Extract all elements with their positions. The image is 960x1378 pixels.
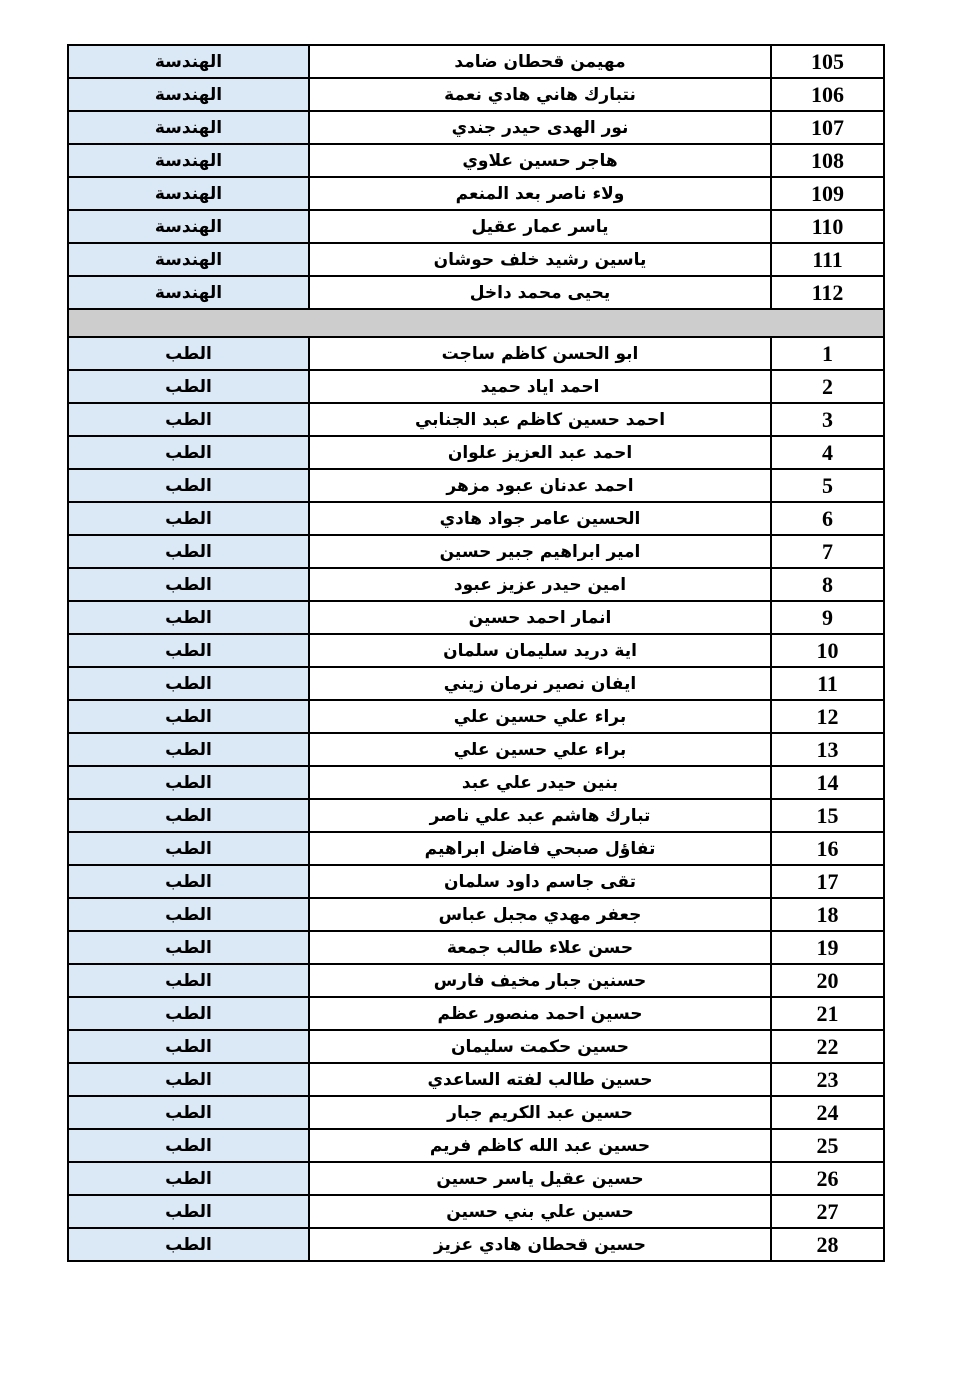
student-name-cell: حسين عقيل ياسر حسين (309, 1162, 771, 1195)
row-number-cell: 5 (771, 469, 884, 502)
table-row (68, 1129, 884, 1162)
department-cell: الطب (68, 1228, 309, 1261)
department-cell: الطب (68, 733, 309, 766)
table-row (68, 832, 884, 865)
row-number-cell: 28 (771, 1228, 884, 1261)
row-number-cell: 16 (771, 832, 884, 865)
section-separator-cell (68, 309, 884, 337)
department-cell: الطب (68, 964, 309, 997)
table-row (68, 403, 884, 436)
row-number-cell: 20 (771, 964, 884, 997)
table-row (68, 111, 884, 144)
student-name-cell: نور الهدى حيدر جندي (309, 111, 771, 144)
department-cell: الطب (68, 700, 309, 733)
row-number-cell: 1 (771, 337, 884, 370)
table-row (68, 243, 884, 276)
student-name-cell: حسين احمد منصور عظم (309, 997, 771, 1030)
table-row (68, 45, 884, 78)
row-number-cell: 110 (771, 210, 884, 243)
department-cell: الطب (68, 1096, 309, 1129)
department-cell: الطب (68, 568, 309, 601)
table-row (68, 898, 884, 931)
department-cell: الهندسة (68, 78, 309, 111)
department-cell: الطب (68, 931, 309, 964)
table-row (68, 964, 884, 997)
row-number-cell: 4 (771, 436, 884, 469)
student-name-cell: ياسين رشيد خلف حوشان (309, 243, 771, 276)
row-number-cell: 3 (771, 403, 884, 436)
table-row (68, 1195, 884, 1228)
department-cell: الطب (68, 403, 309, 436)
student-name-cell: اية دريد سليمان سلمان (309, 634, 771, 667)
student-name-cell: انمار احمد حسين (309, 601, 771, 634)
table-row (68, 766, 884, 799)
student-name-cell: تبارك هاشم عبد علي ناصر (309, 799, 771, 832)
row-number-cell: 17 (771, 865, 884, 898)
student-name-cell: ايفان نصير نرمان زيني (309, 667, 771, 700)
section-separator-row (68, 309, 884, 337)
department-cell: الطب (68, 799, 309, 832)
student-name-cell: يحيى محمد داخل (309, 276, 771, 309)
student-name-cell: براء علي حسين علي (309, 700, 771, 733)
department-cell: الطب (68, 337, 309, 370)
department-cell: الطب (68, 634, 309, 667)
student-name-cell: امين حيدر عزيز عبود (309, 568, 771, 601)
department-cell: الطب (68, 667, 309, 700)
student-roster-table (67, 44, 885, 1262)
row-number-cell: 109 (771, 177, 884, 210)
student-name-cell: احمد حسين كاظم عبد الجنابي (309, 403, 771, 436)
table-row (68, 568, 884, 601)
department-cell: الطب (68, 898, 309, 931)
department-cell: الطب (68, 865, 309, 898)
row-number-cell: 105 (771, 45, 884, 78)
department-cell: الهندسة (68, 210, 309, 243)
department-cell: الطب (68, 370, 309, 403)
student-name-cell: حسين عبد الكريم جبار (309, 1096, 771, 1129)
student-name-cell: تفاؤل صبحي فاضل ابراهيم (309, 832, 771, 865)
student-name-cell: حسنين جبار مخيف فارس (309, 964, 771, 997)
row-number-cell: 14 (771, 766, 884, 799)
department-cell: الطب (68, 1162, 309, 1195)
table-row (68, 337, 884, 370)
department-cell: الطب (68, 1129, 309, 1162)
department-cell: الطب (68, 766, 309, 799)
row-number-cell: 7 (771, 535, 884, 568)
table-row (68, 1030, 884, 1063)
student-name-cell: تقى جاسم داود سلمان (309, 865, 771, 898)
row-number-cell: 27 (771, 1195, 884, 1228)
table-row (68, 997, 884, 1030)
table-row (68, 78, 884, 111)
row-number-cell: 108 (771, 144, 884, 177)
department-cell: الطب (68, 469, 309, 502)
table-row (68, 469, 884, 502)
row-number-cell: 9 (771, 601, 884, 634)
row-number-cell: 11 (771, 667, 884, 700)
row-number-cell: 2 (771, 370, 884, 403)
row-number-cell: 13 (771, 733, 884, 766)
table-row (68, 700, 884, 733)
department-cell: الطب (68, 1030, 309, 1063)
table-row (68, 502, 884, 535)
student-name-cell: بنين حيدر علي عبد (309, 766, 771, 799)
row-number-cell: 10 (771, 634, 884, 667)
row-number-cell: 12 (771, 700, 884, 733)
row-number-cell: 18 (771, 898, 884, 931)
department-cell: الهندسة (68, 276, 309, 309)
student-name-cell: حسين قحطان هادي عزيز (309, 1228, 771, 1261)
table-row (68, 1228, 884, 1261)
table-row (68, 1063, 884, 1096)
student-name-cell: ولاء ناصر بعد المنعم (309, 177, 771, 210)
table-row (68, 144, 884, 177)
roster-body (68, 45, 884, 1261)
student-name-cell: هاجر حسين علاوي (309, 144, 771, 177)
row-number-cell: 111 (771, 243, 884, 276)
row-number-cell: 15 (771, 799, 884, 832)
table-row (68, 799, 884, 832)
row-number-cell: 106 (771, 78, 884, 111)
department-cell: الطب (68, 535, 309, 568)
table-row (68, 931, 884, 964)
row-number-cell: 107 (771, 111, 884, 144)
table-row (68, 535, 884, 568)
student-name-cell: براء علي حسين علي (309, 733, 771, 766)
table-row (68, 667, 884, 700)
student-name-cell: حسين حكمت سليمان (309, 1030, 771, 1063)
department-cell: الطب (68, 601, 309, 634)
table-row (68, 370, 884, 403)
department-cell: الطب (68, 436, 309, 469)
student-name-cell: امير ابراهيم جبير حسين (309, 535, 771, 568)
student-name-cell: احمد اياد حميد (309, 370, 771, 403)
row-number-cell: 25 (771, 1129, 884, 1162)
student-name-cell: الحسين عامر جواد هادي (309, 502, 771, 535)
table-row (68, 276, 884, 309)
row-number-cell: 112 (771, 276, 884, 309)
row-number-cell: 6 (771, 502, 884, 535)
row-number-cell: 26 (771, 1162, 884, 1195)
department-cell: الهندسة (68, 177, 309, 210)
row-number-cell: 8 (771, 568, 884, 601)
student-name-cell: احمد عبد العزيز علوان (309, 436, 771, 469)
department-cell: الطب (68, 832, 309, 865)
department-cell: الهندسة (68, 111, 309, 144)
table-row (68, 634, 884, 667)
student-name-cell: حسين علي بني حسين (309, 1195, 771, 1228)
row-number-cell: 21 (771, 997, 884, 1030)
table-row (68, 436, 884, 469)
row-number-cell: 23 (771, 1063, 884, 1096)
row-number-cell: 22 (771, 1030, 884, 1063)
department-cell: الطب (68, 502, 309, 535)
student-name-cell: ياسر عمار عقيل (309, 210, 771, 243)
table-row (68, 865, 884, 898)
table-row (68, 210, 884, 243)
department-cell: الطب (68, 997, 309, 1030)
student-name-cell: جعفر مهدي مجبل عباس (309, 898, 771, 931)
student-name-cell: مهيمن قحطان ضامد (309, 45, 771, 78)
student-name-cell: حسن علاء طالب جمعة (309, 931, 771, 964)
student-name-cell: احمد عدنان عبود مزهر (309, 469, 771, 502)
table-row (68, 1096, 884, 1129)
table-row (68, 177, 884, 210)
department-cell: الهندسة (68, 144, 309, 177)
student-name-cell: حسين طالب لفته الساعدي (309, 1063, 771, 1096)
student-name-cell: نتبارك هاني هادي نعمة (309, 78, 771, 111)
department-cell: الطب (68, 1195, 309, 1228)
table-row (68, 1162, 884, 1195)
table-row (68, 601, 884, 634)
row-number-cell: 19 (771, 931, 884, 964)
student-name-cell: حسين عبد الله كاظم فريم (309, 1129, 771, 1162)
table-row (68, 733, 884, 766)
student-name-cell: ابو الحسن كاظم ساجت (309, 337, 771, 370)
row-number-cell: 24 (771, 1096, 884, 1129)
department-cell: الطب (68, 1063, 309, 1096)
department-cell: الهندسة (68, 45, 309, 78)
department-cell: الهندسة (68, 243, 309, 276)
